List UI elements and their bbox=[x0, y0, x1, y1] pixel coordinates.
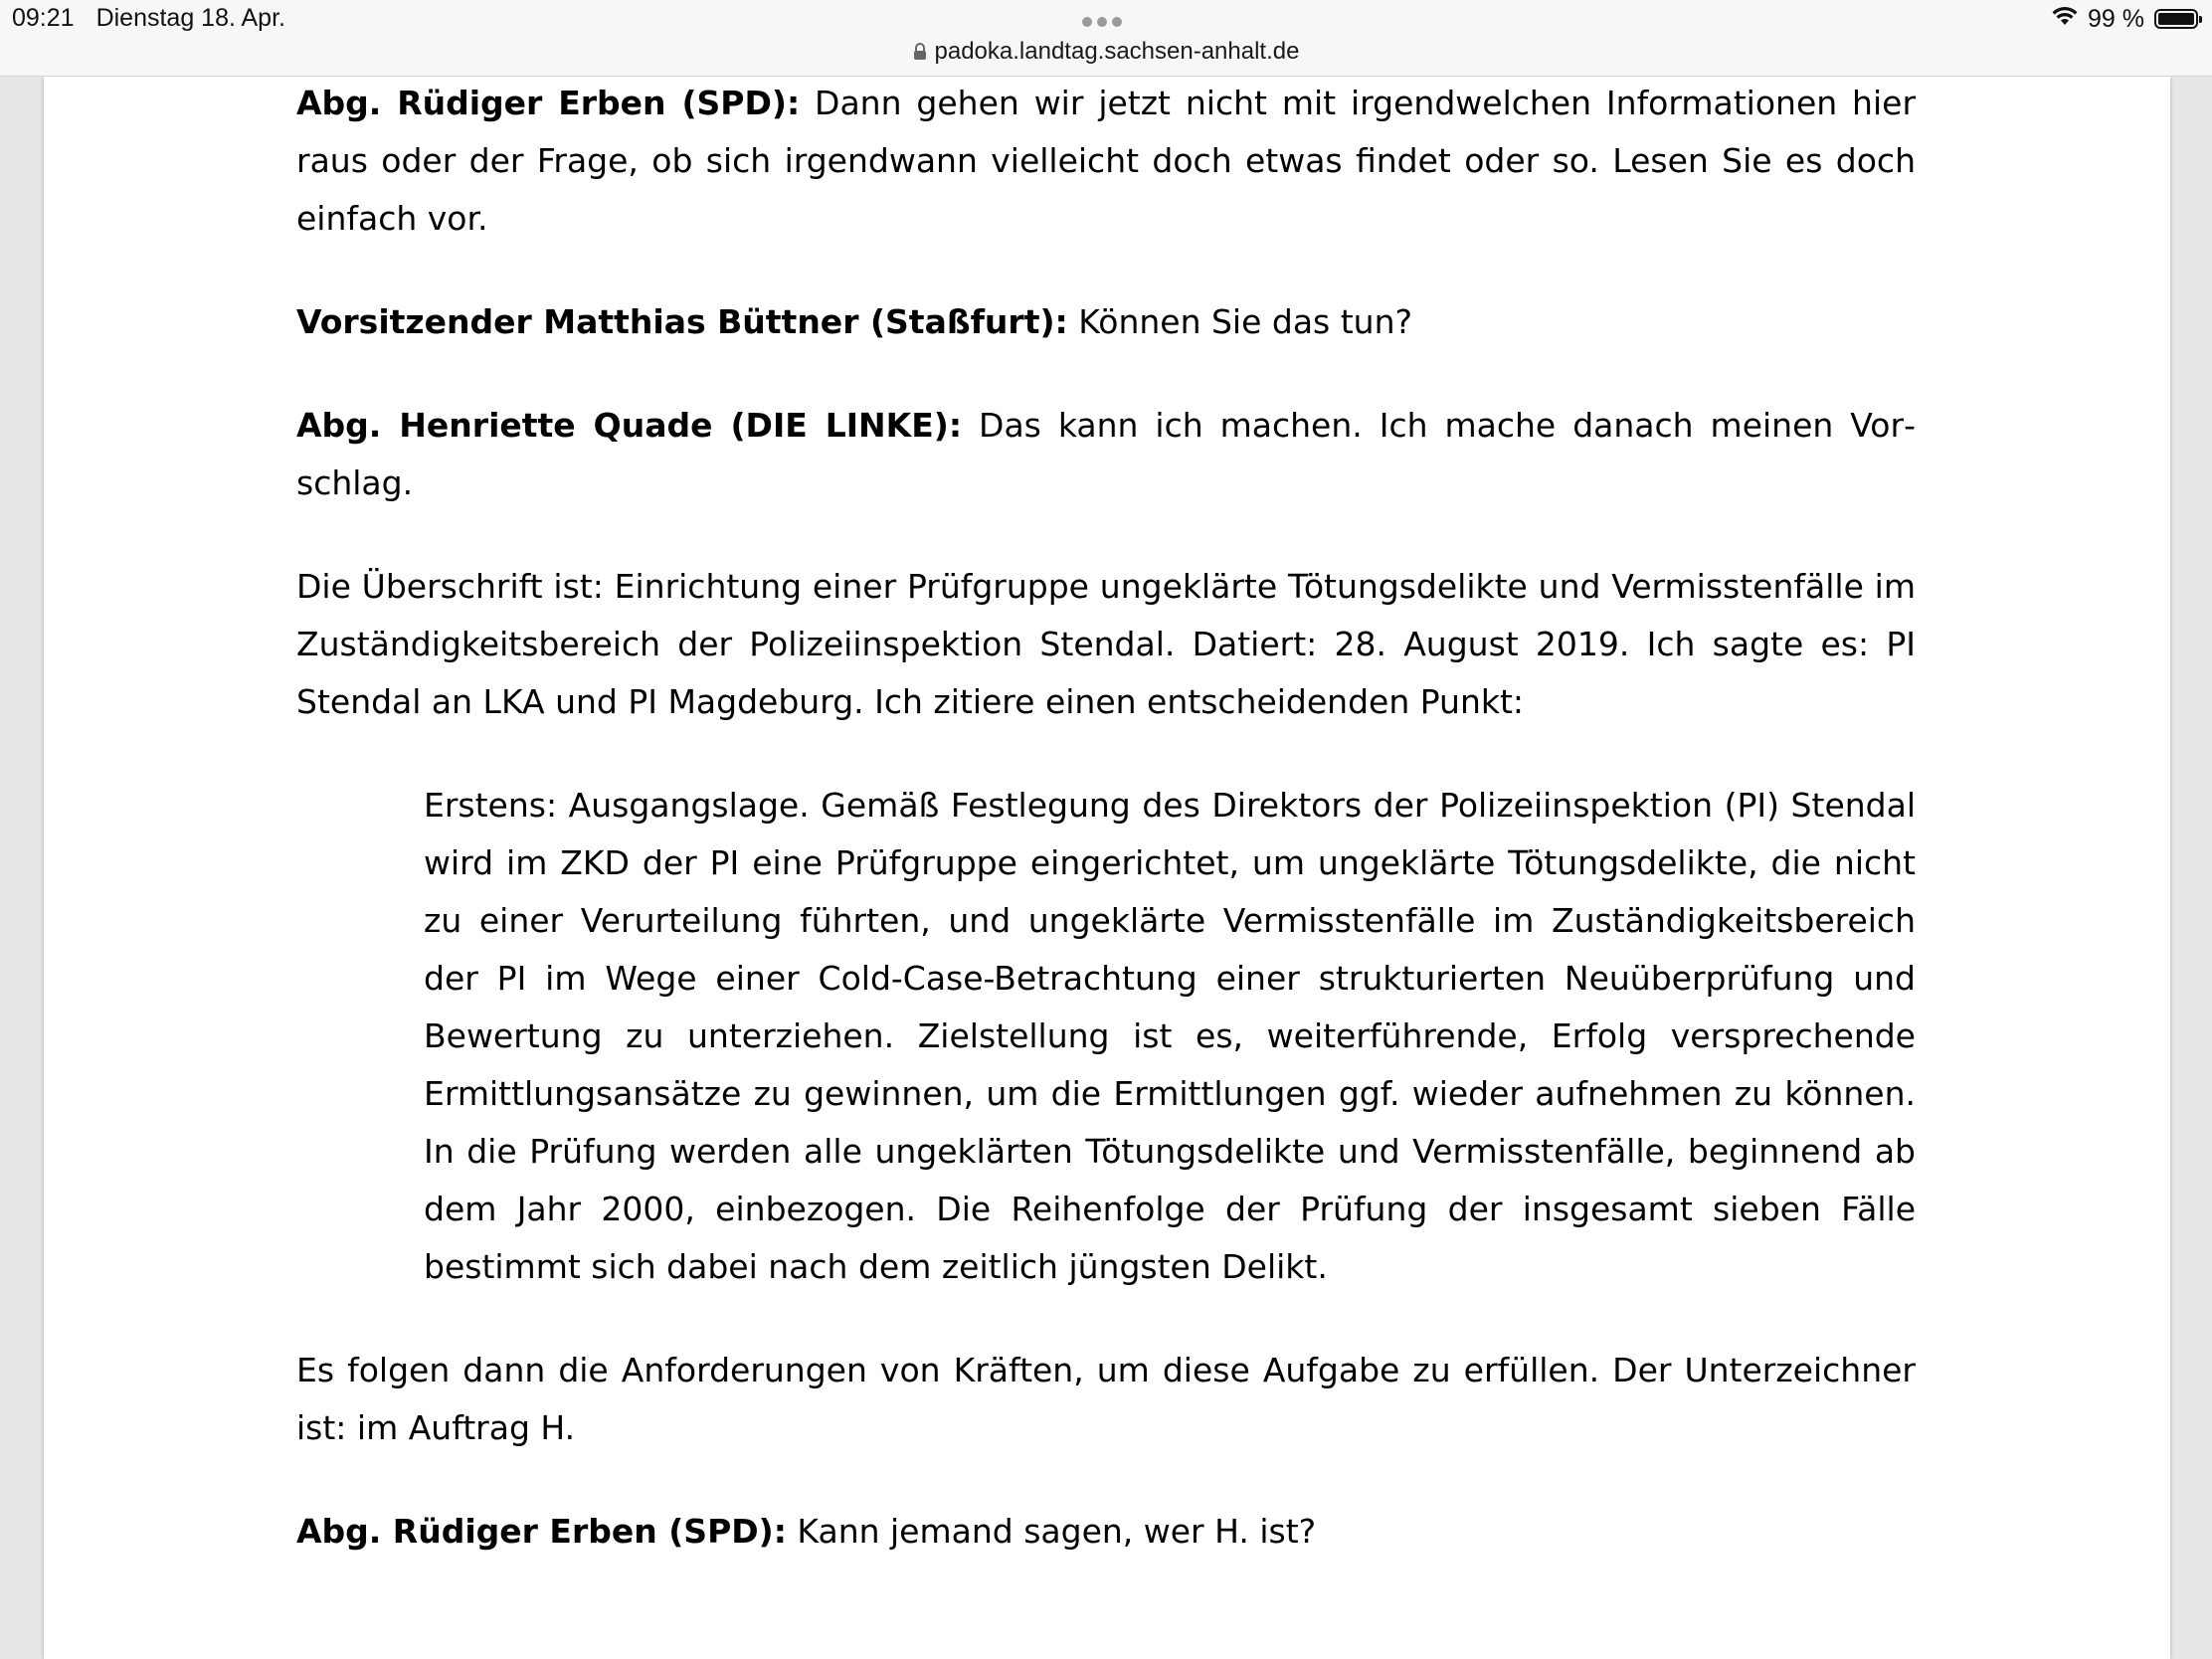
speaker-label: Abg. Rüdiger Erben (SPD): bbox=[296, 84, 801, 122]
url-text: padoka.landtag.sachsen-anhalt.de bbox=[934, 38, 1300, 65]
paragraph bbox=[296, 558, 1916, 731]
status-date: Dienstag 18. Apr. bbox=[95, 4, 285, 32]
paragraph-text: Das kann ich machen. Ich mache danach meinen Vorschlag. bbox=[296, 406, 1916, 502]
paragraph bbox=[296, 293, 1916, 351]
paragraph bbox=[296, 1503, 1916, 1561]
speaker-label: Abg. Henriette Quade (DIE LINKE): bbox=[296, 406, 963, 445]
status-indicators bbox=[2052, 4, 2198, 34]
browser-top-bar bbox=[0, 0, 2212, 77]
web-content[interactable] bbox=[0, 77, 2212, 1659]
document-text bbox=[296, 77, 1916, 1606]
status-clock bbox=[12, 4, 307, 33]
paragraph-text: Kann jemand sagen, wer H. ist? bbox=[786, 1512, 1317, 1551]
paragraph-text: Es folgen dann die Anforderungen von Kräften, um diese Aufgabe zu erfüllen. Der Unterzeichner ist: im Auftrag H. bbox=[296, 1351, 1916, 1447]
address-bar[interactable] bbox=[0, 38, 2212, 68]
document-page bbox=[44, 77, 2170, 1659]
battery-fill bbox=[2158, 13, 2194, 25]
paragraph bbox=[296, 77, 1916, 248]
battery-icon bbox=[2154, 9, 2198, 29]
multitasking-dots-icon[interactable] bbox=[1082, 14, 1130, 26]
paragraph-text: Erstens: Ausgangslage. Gemäß Festlegung des Direktors der Polizeiinspektion (PI) Stendal wird im ZKD der PI eine Prüfgruppe eingerichtet, um ungeklärte Tötungsdelikte, die nicht zu einer Verurteilung führten, und ungeklärte Vermisstenfälle im Zuständigkeitsbereich der PI im Wege einer Cold-Case-Betrachtung einer strukturierten Neuüberprüfung und Bewertung zu unterziehen. Zielstellung ist es, weiterführende, Erfolg versprechende Ermittlungsansätze zu gewinnen, um die Ermittlungen ggf. wieder aufnehmen zu können. In die Prüfung werden alle ungeklärten Tötungsdelikte und Vermisstenfälle, beginnend ab dem Jahr 2000, einbezogen. Die Reihenfolge der Prüfung der insgesamt sieben Fälle bestimmt sich dabei nach dem zeitlich jüngsten Delikt. bbox=[424, 786, 1916, 1286]
wifi-icon bbox=[2052, 5, 2078, 34]
paragraph bbox=[296, 1342, 1916, 1457]
quoted-paragraph bbox=[424, 777, 1916, 1296]
lock-icon bbox=[913, 40, 927, 68]
paragraph-text: Können Sie das tun? bbox=[1067, 302, 1413, 341]
battery-percent: 99 % bbox=[2088, 4, 2144, 33]
paragraph-text: Die Überschrift ist: Einrichtung einer Prüfgruppe ungeklärte Tötungsdelikte und Vermisstenfälle im Zuständigkeitsbereich der Polizeiinspektion Stendal. Datiert: 28. August 2019. Ich sagte es: PI Stendal an LKA und PI Magdeburg. Ich zitiere einen entscheidenden Punkt: bbox=[296, 567, 1916, 721]
speaker-label: Abg. Rüdiger Erben (SPD): bbox=[296, 1512, 787, 1551]
status-time: 09:21 bbox=[12, 4, 75, 32]
paragraph bbox=[296, 397, 1916, 512]
paragraph-text: Dann gehen wir jetzt nicht mit irgendwelchen Informationen hier raus oder der Frage, ob sich irgendwann vielleicht doch etwas findet oder so. Lesen Sie es doch einfach vor. bbox=[296, 84, 1917, 238]
speaker-label: Vorsitzender Matthias Büttner (Staßfurt): bbox=[296, 302, 1068, 341]
